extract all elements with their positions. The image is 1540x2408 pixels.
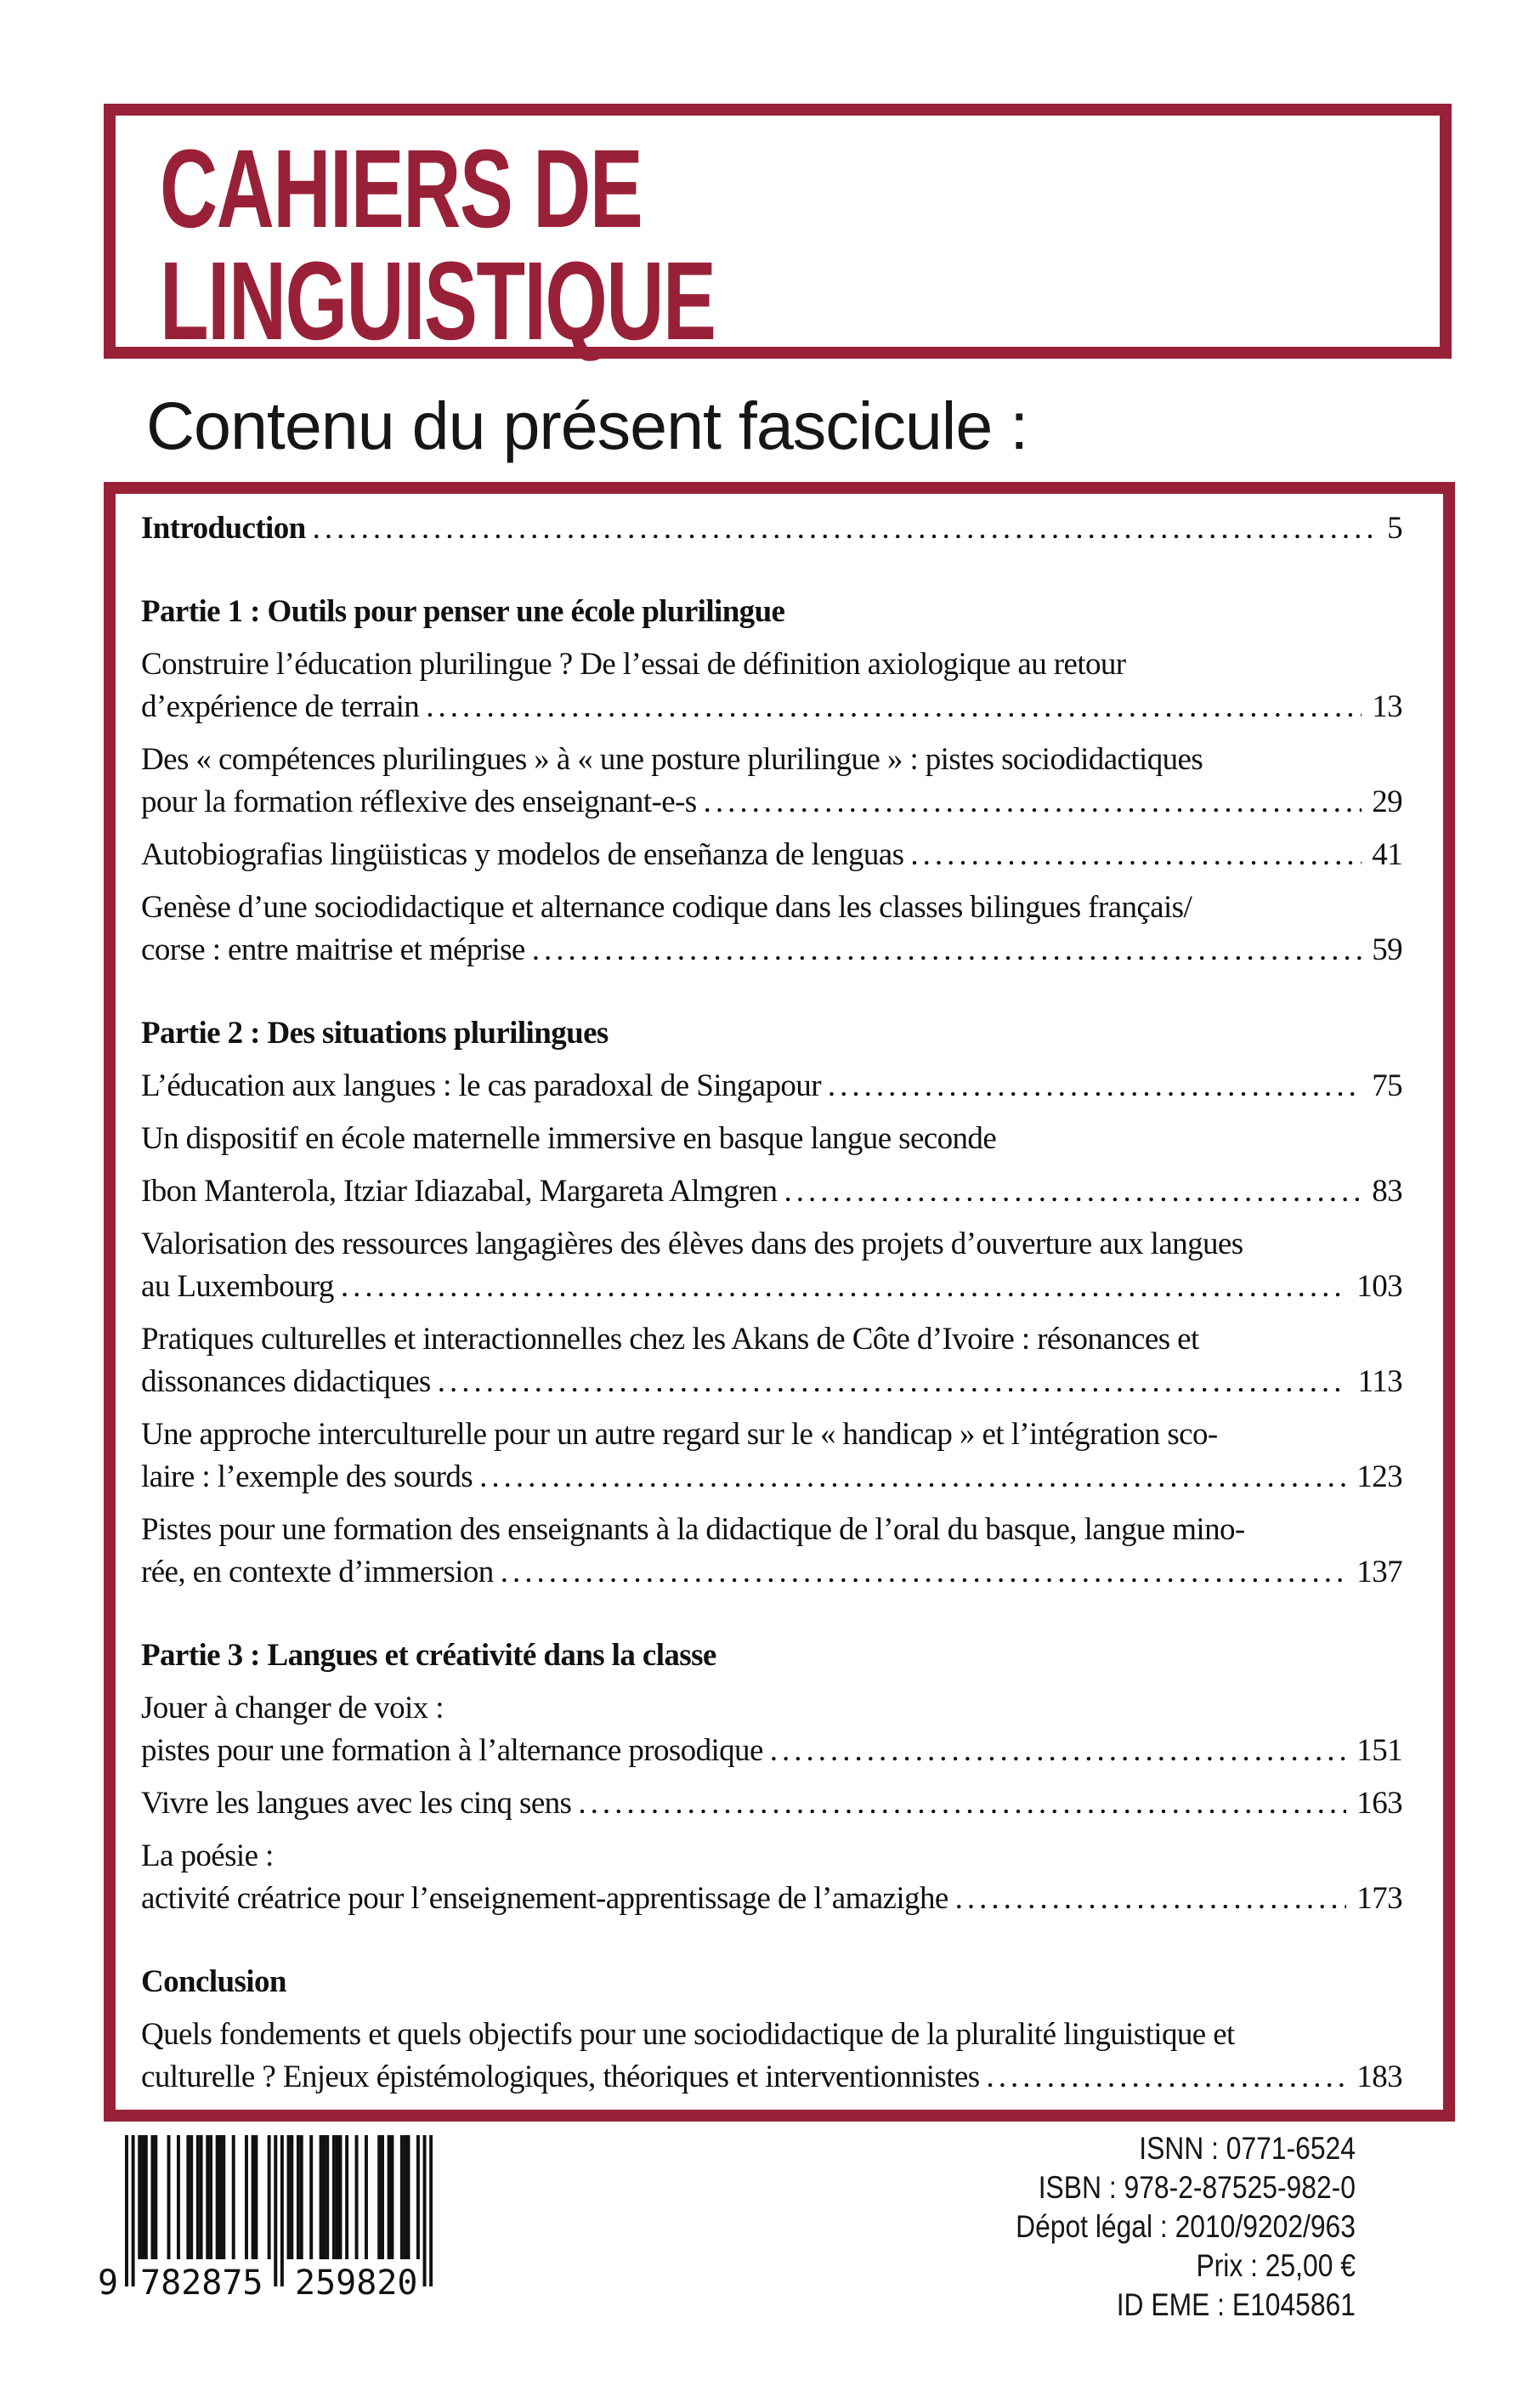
toc-line-text: L’éducation aux langues : le cas paradoxal de Singapour <box>141 1068 821 1103</box>
toc-section-heading <box>141 1012 1402 1055</box>
dot-leader <box>479 1456 1346 1499</box>
toc-line <box>141 1012 1402 1055</box>
toc-line-text: dissonances didactiques <box>141 1364 431 1399</box>
dot-leader <box>955 1878 1347 1920</box>
dot-leader <box>438 1361 1348 1403</box>
toc-line-text: pour la formation réflexive des enseignant-e-s <box>141 785 697 819</box>
journal-title-line-2: LINGUISTIQUE <box>160 238 716 363</box>
toc-item <box>141 1118 1402 1160</box>
dot-leader <box>770 1730 1347 1772</box>
toc-page-number: 137 <box>1356 1555 1402 1589</box>
toc-line-text: Introduction <box>141 511 306 546</box>
toc-line <box>141 1551 1402 1594</box>
toc-item <box>141 1509 1402 1594</box>
toc-page-number: 13 <box>1372 689 1402 724</box>
toc-section-heading <box>141 1961 1402 2003</box>
toc-line-text: Genèse d’une sociodidactique et alternance codique dans les classes bilingues français/ <box>141 890 1192 925</box>
imprint-line: ID EME : E1045861 <box>1116 2287 1356 2322</box>
toc-section-heading <box>141 591 1402 633</box>
toc-page-number: 75 <box>1372 1068 1402 1103</box>
toc-line <box>141 1835 1402 1878</box>
toc-item <box>141 1414 1402 1499</box>
toc-line <box>141 929 1402 972</box>
toc-line <box>141 1687 1402 1730</box>
toc-line-text: La poésie : <box>141 1839 274 1873</box>
dot-leader <box>987 2056 1347 2099</box>
imprint-block <box>1016 2129 1356 2325</box>
toc-line-text: d’expérience de terrain <box>141 689 420 724</box>
masthead-box <box>104 104 1452 363</box>
toc-line <box>141 739 1402 781</box>
toc-line <box>141 643 1402 686</box>
toc-item <box>141 2014 1402 2099</box>
toc-page-number: 113 <box>1357 1364 1402 1399</box>
toc-item <box>141 739 1402 824</box>
toc-section-heading <box>141 1635 1402 1677</box>
journal-title <box>160 126 716 363</box>
toc-line-text: Ibon Manterola, Itziar Idiazabal, Margareta Almgren <box>141 1174 778 1209</box>
imprint-line: Prix : 25,00 € <box>1196 2248 1356 2283</box>
toc-item <box>141 643 1402 728</box>
dot-leader <box>532 929 1362 972</box>
toc-item <box>141 1065 1402 1108</box>
toc-line <box>141 1318 1402 1361</box>
toc-line-text: Jouer à changer de voix : <box>141 1691 444 1725</box>
toc-line-text: Partie 1 : Outils pour penser une école plurilingue <box>141 594 785 629</box>
dot-leader <box>784 1170 1362 1213</box>
imprint-line: Dépot légal : 2010/9202/963 <box>1016 2209 1356 2244</box>
dot-leader <box>426 686 1362 728</box>
toc-page-number: 5 <box>1387 511 1402 546</box>
toc-line <box>141 1170 1402 1213</box>
toc-line <box>141 1118 1402 1160</box>
toc-line-text: Des « compétences plurilingues » à « une posture plurilingue » : pistes sociodidactiques <box>141 742 1203 777</box>
toc-line <box>141 1414 1402 1456</box>
toc-line <box>141 1223 1402 1266</box>
toc-line <box>141 1730 1402 1772</box>
dot-leader <box>313 507 1377 550</box>
toc-line-text: pistes pour une formation à l’alternance prosodique <box>141 1733 763 1768</box>
toc-item <box>141 834 1402 876</box>
toc-line <box>141 1961 1402 2003</box>
toc-page-number: 103 <box>1356 1269 1402 1304</box>
toc-line <box>141 2014 1402 2056</box>
toc-page-number: 163 <box>1356 1786 1402 1821</box>
toc-line-text: Une approche interculturelle pour un autre regard sur le « handicap » et l’intégration sco- <box>141 1417 1218 1452</box>
dot-leader <box>828 1065 1362 1108</box>
toc-list <box>116 494 1443 2110</box>
dot-leader <box>341 1266 1346 1308</box>
dot-leader <box>501 1551 1347 1594</box>
toc-item <box>141 1223 1402 1308</box>
toc-line-text: Valorisation des ressources langagières des élèves dans des projets d’ouverture aux langues <box>141 1227 1243 1261</box>
toc-line-text: Partie 3 : Langues et créativité dans la classe <box>141 1638 716 1673</box>
toc-line-text: culturelle ? Enjeux épistémologiques, théoriques et interventionnistes <box>141 2060 980 2094</box>
toc-line-text: activité créatrice pour l’enseignement-apprentissage de l’amazighe <box>141 1881 948 1916</box>
toc-line <box>141 1065 1402 1108</box>
toc-line <box>141 1509 1402 1551</box>
toc-line <box>141 1361 1402 1403</box>
toc-item <box>141 1782 1402 1825</box>
dot-leader <box>704 781 1362 824</box>
contents-heading: Contenu du présent fascicule : <box>146 388 1028 463</box>
toc-page-number: 29 <box>1372 785 1402 819</box>
toc-item <box>141 887 1402 972</box>
toc-page-number: 123 <box>1356 1459 1402 1494</box>
toc-line <box>141 1878 1402 1920</box>
barcode-digits-left: 782875 <box>140 2264 263 2303</box>
toc-line-text: Pratiques culturelles et interactionnelles chez les Akans de Côte d’Ivoire : résonances et <box>141 1322 1199 1357</box>
barcode-digit-lead: 9 <box>98 2264 119 2303</box>
imprint-line: ISNN : 0771-6524 <box>1139 2131 1356 2166</box>
imprint-line: ISBN : 978-2-87525-982-0 <box>1038 2170 1356 2205</box>
toc-box <box>104 482 1455 2122</box>
toc-page-number: 173 <box>1356 1881 1402 1916</box>
toc-line-text: laire : l’exemple des sourds <box>141 1459 473 1494</box>
toc-line-text: Pistes pour une formation des enseignants à la didactique de l’oral du basque, langue mino- <box>141 1512 1245 1547</box>
toc-line-text: Partie 2 : Des situations plurilingues <box>141 1016 609 1051</box>
toc-item <box>141 1687 1402 1772</box>
toc-line <box>141 1782 1402 1825</box>
toc-line <box>141 507 1402 550</box>
toc-line-text: corse : entre maitrise et méprise <box>141 932 525 967</box>
toc-line-text: Un dispositif en école maternelle immersive en basque langue seconde <box>141 1121 997 1156</box>
toc-line-text: Quels fondements et quels objectifs pour une sociodidactique de la pluralité linguistique et <box>141 2017 1235 2052</box>
dot-leader <box>910 834 1362 876</box>
toc-item <box>141 1835 1402 1920</box>
toc-page-number: 151 <box>1356 1733 1402 1768</box>
barcode-digits-right: 259820 <box>295 2264 418 2303</box>
toc-page-number: 41 <box>1372 837 1402 872</box>
toc-page-number: 183 <box>1356 2060 1402 2094</box>
toc-line <box>141 887 1402 929</box>
toc-line <box>141 686 1402 728</box>
toc-line-text: au Luxembourg <box>141 1269 334 1304</box>
toc-line <box>141 2056 1402 2099</box>
toc-line <box>141 781 1402 824</box>
toc-line-text: Conclusion <box>141 1964 286 1999</box>
toc-item <box>141 507 1402 550</box>
journal-title-line-1: CAHIERS DE <box>160 126 643 251</box>
toc-line <box>141 834 1402 876</box>
toc-line <box>141 1456 1402 1499</box>
toc-line-text: Vivre les langues avec les cinq sens <box>141 1786 572 1821</box>
toc-line-text: Autobiografias lingüisticas y modelos de enseñanza de lenguas <box>141 837 904 872</box>
toc-item <box>141 1170 1402 1213</box>
toc-page-number: 83 <box>1372 1174 1402 1209</box>
toc-item <box>141 1318 1402 1403</box>
toc-line-text: Construire l’éducation plurilingue ? De l’essai de définition axiologique au retour <box>141 647 1126 682</box>
toc-line-text: rée, en contexte d’immersion <box>141 1555 494 1589</box>
toc-line <box>141 1266 1402 1308</box>
toc-page-number: 59 <box>1372 932 1402 967</box>
toc-line <box>141 591 1402 633</box>
toc-line <box>141 1635 1402 1677</box>
ean13-barcode <box>98 2135 433 2305</box>
dot-leader <box>578 1782 1346 1825</box>
